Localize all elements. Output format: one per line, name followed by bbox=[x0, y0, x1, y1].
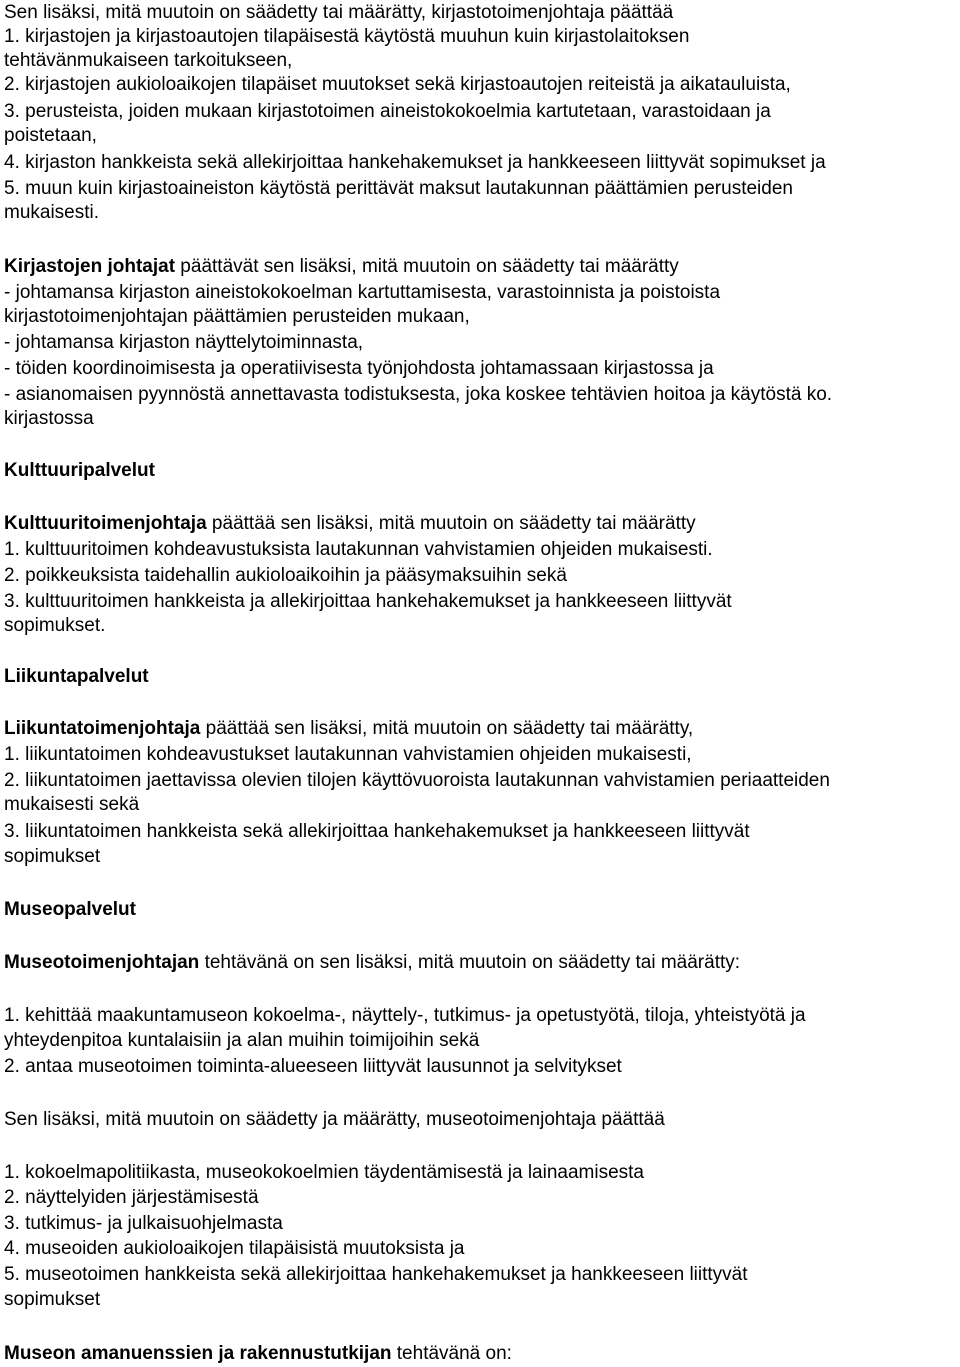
library-item: 5. muun kuin kirjastoaineiston käytöstä perittävät maksut lautakunnan päättämien perusteiden bbox=[4, 178, 793, 199]
sports-item: mukaisesti sekä bbox=[4, 794, 140, 815]
sports-heading-text: päättää sen lisäksi, mitä muutoin on säädetty tai määrätty, bbox=[200, 718, 694, 739]
library-directors-item: kirjastotoimenjohtajan päättämien perusteiden mukaan, bbox=[4, 306, 470, 327]
library-item: mukaisesti. bbox=[4, 202, 100, 223]
culture-heading bbox=[4, 511, 696, 537]
museum-duty: 1. kehittää maakuntamuseon kokoelma-, näyttely-, tutkimus- ja opetustyötä, tiloja, yhteistyötä ja bbox=[4, 1005, 806, 1026]
culture-heading-text: päättää sen lisäksi, mitä muutoin on säädetty tai määrätty bbox=[206, 513, 696, 534]
museum-heading-text: tehtävänä on sen lisäksi, mitä muutoin on säädetty tai määrätty: bbox=[199, 952, 741, 973]
museum-staff-title: Museon amanuenssien ja rakennustutkijan bbox=[4, 1343, 392, 1364]
museum-decision: 3. tutkimus- ja julkaisuohjelmasta bbox=[4, 1213, 283, 1234]
culture-item: sopimukset. bbox=[4, 615, 106, 636]
museum-decides-intro: Sen lisäksi, mitä muutoin on säädetty ja määrätty, museotoimenjohtaja päättää bbox=[4, 1109, 665, 1130]
museum-staff-heading bbox=[4, 1341, 512, 1367]
culture-item: 1. kulttuuritoimen kohdeavustuksista lautakunnan vahvistamien ohjeiden mukaisesti. bbox=[4, 539, 713, 560]
library-item: 1. kirjastojen ja kirjastoautojen tilapäisestä käytöstä muuhun kuin kirjastolaitoksen bbox=[4, 26, 690, 47]
library-directors-title: Kirjastojen johtajat bbox=[4, 256, 176, 277]
sports-heading bbox=[4, 716, 693, 742]
library-item: 4. kirjaston hankkeista sekä allekirjoittaa hankehakemukset ja hankkeeseen liittyvät sopimukset ja bbox=[4, 152, 826, 173]
sports-item: sopimukset bbox=[4, 846, 101, 867]
library-directors-item: - johtamansa kirjaston aineistokokoelman kartuttamisesta, varastoinnista ja poistoista bbox=[4, 282, 721, 303]
museum-duty: 2. antaa museotoimen toiminta-alueeseen liittyvät lausunnot ja selvitykset bbox=[4, 1056, 622, 1077]
library-item: 3. perusteista, joiden mukaan kirjastotoimen aineistokokoelmia kartutetaan, varastoidaan ja bbox=[4, 101, 771, 122]
culture-section-title: Kulttuuripalvelut bbox=[4, 460, 155, 481]
library-directors-item: - asianomaisen pyynnöstä annettavasta todistuksesta, joka koskee tehtävien hoitoa ja käytöstä ko. bbox=[4, 384, 833, 405]
museum-decision: sopimukset bbox=[4, 1289, 101, 1310]
library-directors-item: - johtamansa kirjaston näyttelytoiminnasta, bbox=[4, 332, 364, 353]
library-item: poistetaan, bbox=[4, 125, 97, 146]
museum-heading bbox=[4, 950, 740, 976]
library-directors-item: - töiden koordinoimisesta ja operatiivisesta työnjohdosta johtamassaan kirjastossa ja bbox=[4, 358, 714, 379]
sports-director-title: Liikuntatoimenjohtaja bbox=[4, 718, 201, 739]
sports-section-title: Liikuntapalvelut bbox=[4, 666, 149, 687]
library-intro: Sen lisäksi, mitä muutoin on säädetty tai määrätty, kirjastotoimenjohtaja päättää bbox=[4, 2, 674, 23]
culture-director-title: Kulttuuritoimenjohtaja bbox=[4, 513, 207, 534]
sports-item: 1. liikuntatoimen kohdeavustukset lautakunnan vahvistamien ohjeiden mukaisesti, bbox=[4, 744, 692, 765]
library-directors-heading-text: päättävät sen lisäksi, mitä muutoin on säädetty tai määrätty bbox=[175, 256, 679, 277]
museum-section-title: Museopalvelut bbox=[4, 899, 136, 920]
library-directors-item: kirjastossa bbox=[4, 408, 94, 429]
culture-item: 3. kulttuuritoimen hankkeista ja allekirjoittaa hankehakemukset ja hankkeeseen liittyvät bbox=[4, 591, 732, 612]
museum-decision: 5. museotoimen hankkeista sekä allekirjoittaa hankehakemukset ja hankkeeseen liittyvät bbox=[4, 1264, 748, 1285]
culture-item: 2. poikkeuksista taidehallin aukioloaikoihin ja pääsymaksuihin sekä bbox=[4, 565, 567, 586]
museum-decision: 2. näyttelyiden järjestämisestä bbox=[4, 1187, 259, 1208]
sports-item: 3. liikuntatoimen hankkeista sekä allekirjoittaa hankehakemukset ja hankkeeseen liittyvät bbox=[4, 821, 750, 842]
library-directors-heading bbox=[4, 254, 679, 280]
museum-duty: yhteydenpitoa kuntalaisiin ja alan muihin toimijoihin sekä bbox=[4, 1030, 480, 1051]
library-item: 2. kirjastojen aukioloaikojen tilapäiset muutokset sekä kirjastoautojen reiteistä ja aikatauluista, bbox=[4, 74, 791, 95]
museum-staff-heading-text: tehtävänä on: bbox=[391, 1343, 512, 1364]
library-item: tehtävänmukaiseen tarkoitukseen, bbox=[4, 50, 293, 71]
museum-decision: 1. kokoelmapolitiikasta, museokokoelmien täydentämisestä ja lainaamisesta bbox=[4, 1162, 644, 1183]
museum-director-title: Museotoimenjohtajan bbox=[4, 952, 200, 973]
sports-item: 2. liikuntatoimen jaettavissa olevien tilojen käyttövuoroista lautakunnan vahvistamien periaatteiden bbox=[4, 770, 830, 791]
museum-decision: 4. museoiden aukioloaikojen tilapäisistä muutoksista ja bbox=[4, 1238, 465, 1259]
